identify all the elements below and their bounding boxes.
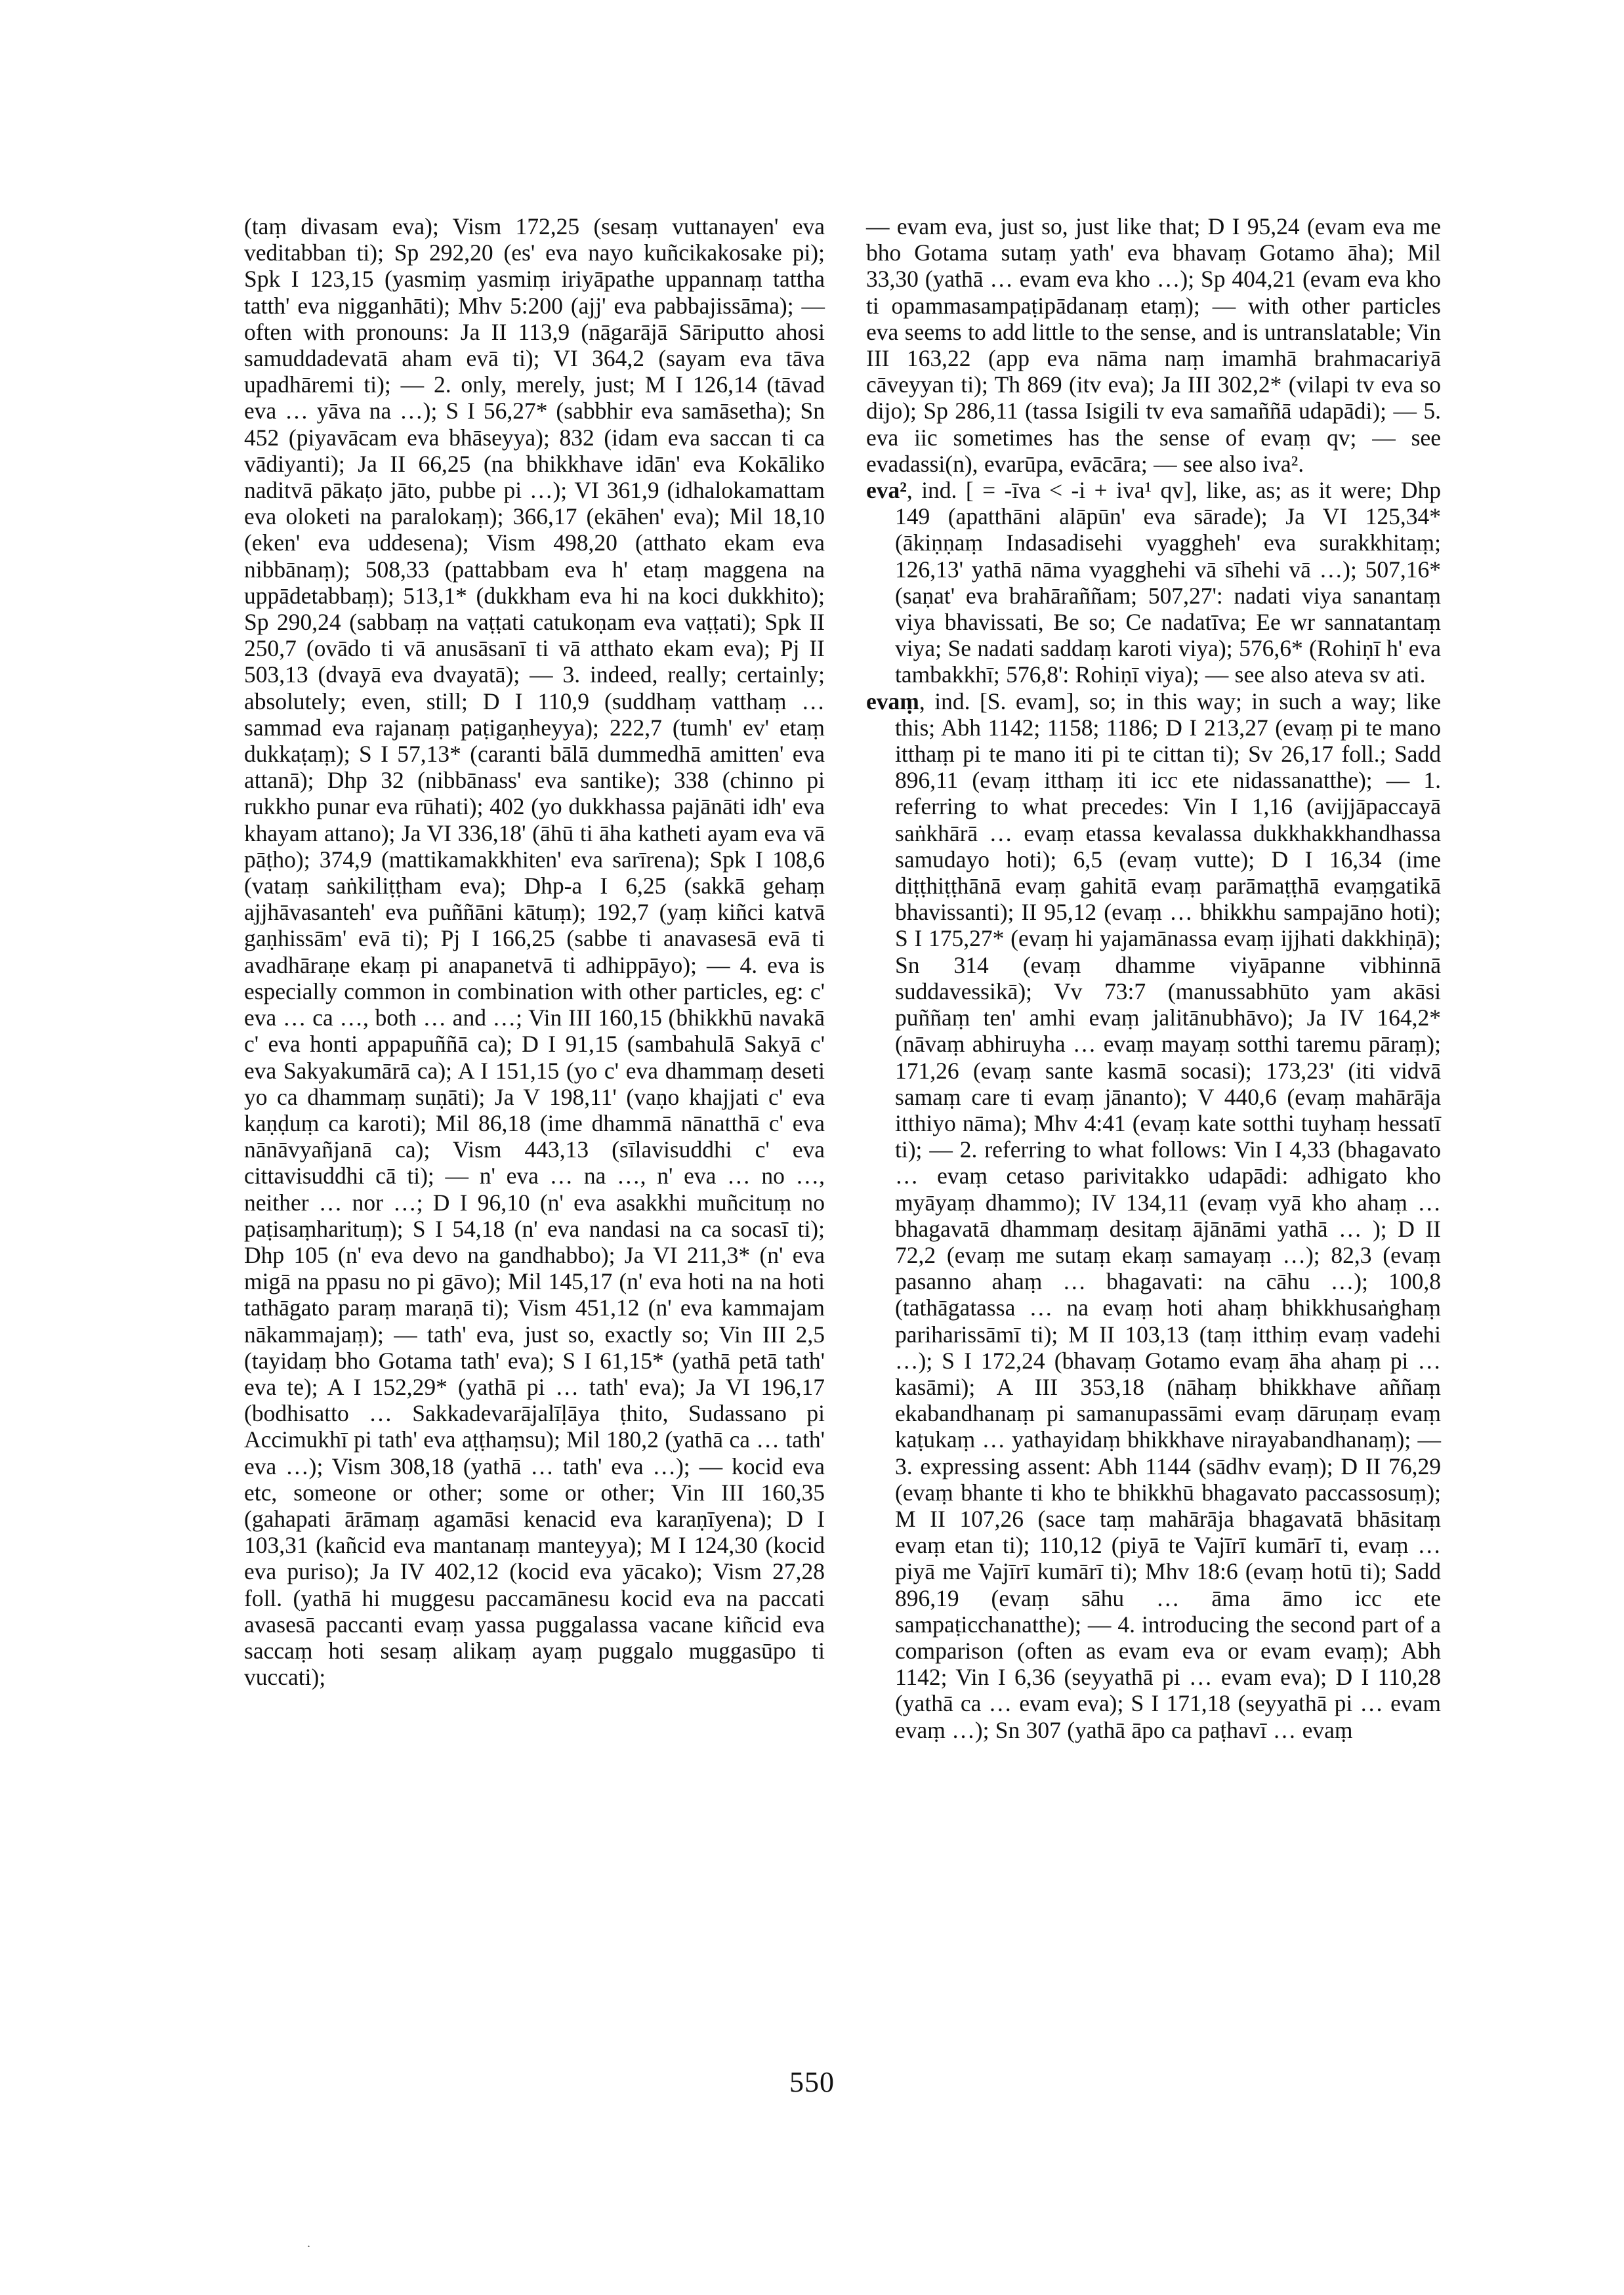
headword-evam: evaṃ <box>866 688 919 714</box>
right-column <box>866 213 1441 1743</box>
scan-speck: . <box>307 2236 310 2250</box>
entry-evam <box>866 688 1441 1743</box>
entry-eva1-continuation-right: — evam eva, just so, just like that; D I 95,24 (evam eva me bho Gotama sutaṃ yath' eva bhavaṃ Gotamo āha); Mil 33,30 (yathā … evam eva kho …); Sp 404,21 (evam eva kho ti opammasampaṭipādanaṃ etaṃ); — with other particles eva seems to add little to the sense, and is untranslatable; Vin III 163,22 (app eva nāma naṃ imamhā brahmacariyā cāveyyan ti); Th 869 (itv eva); Ja III 302,2* (vilapi tv eva so dijo); Sp 286,11 (tassa Isigili tv eva samaññā udapādi); — 5. eva iic sometimes has the sense of evaṃ qv; — see evadassi(n), evarūpa, evācāra; — see also iva². <box>866 213 1441 477</box>
headword-eva2: eva² <box>866 477 907 504</box>
entry-eva2-body: , ind. [ = -īva < -i + iva¹ qv], like, as; as it were; Dhp 149 (apatthāni alāpūn' eva sārade); Ja VI 125,34* (ākiṇṇaṃ Indasadisehi vyaggheh' eva surakkhitaṃ; 126,13' yathā nāma vyagghehi vā sīhehi vā …); 507,16* (saṇat' eva brahāraññam; 507,27': nadati viya sanantaṃ viya bhavissati, Be so; Ce nadatīva; Ee wr sannatantaṃ viya; Se nadati saddaṃ karoti viya); 576,6* (Rohiṇī h' eva tambakkhī; 576,8': Rohiṇī viya); — see also ateva sv ati. <box>895 477 1441 688</box>
page-number: 550 <box>789 2066 835 2098</box>
entry-evam-body: , ind. [S. evam], so; in this way; in such a way; like this; Abh 1142; 1158; 1186; D I 213,27 (evaṃ pi te mano itthaṃ pi te mano iti pi te cittan ti); Sv 26,17 foll.; Sadd 896,11 (evaṃ itthaṃ iti icc ete nidassanatthe); — 1. referring to what precedes: Vin I 1,16 (avijjāpaccayā saṅkhārā … evaṃ etassa kevalassa dukkhakkhandhassa samudayo hoti); 6,5 (evaṃ vutte); D I 16,34 (ime diṭṭhiṭṭhānā evaṃ gahitā evaṃ parāmaṭṭhā evaṃgatikā bhavissanti); II 95,12 (evaṃ … bhikkhu sampajāno hoti); S I 175,27* (evaṃ hi yajamānassa evaṃ ijjhati dakkhiṇā); Sn 314 (evaṃ dhamme viyāpanne vibhinnā suddavessikā); Vv 73:7 (manussabhūto yam akāsi puññaṃ ten' amhi evaṃ jalitānubhāvo); Ja IV 164,2* (nāvaṃ abhiruyha … evaṃ mayaṃ sotthi taremu pāraṃ); 171,26 (evaṃ sante kasmā socasi); 173,23' (iti vidvā samaṃ care ti evaṃ jānanto); V 440,6 (evaṃ mahārāja itthiyo nāma); Mhv 4:41 (evaṃ kate sotthi tuyhaṃ hessatī ti); — 2. referring to what follows: Vin I 4,33 (bhagavato … evaṃ cetaso parivitakko udapādi: adhigato kho myāyaṃ dhammo); IV 134,11 (evaṃ vyā kho ahaṃ … bhagavatā dhammaṃ desitaṃ ājānāmi yathā … ); D II 72,2 (evaṃ me sutaṃ ekaṃ samayaṃ …); 82,3 (evaṃ pasanno ahaṃ … bhagavati: na cāhu …); 100,8 (tathāgatassa … na evaṃ hoti ahaṃ bhikkhusaṅghaṃ pariharissāmī ti); M II 103,13 (taṃ itthiṃ evaṃ vadehi …); S I 172,24 (bhavaṃ Gotamo evaṃ āha ahaṃ pi … kasāmi); A III 353,18 (nāhaṃ bhikkhave aññaṃ ekabandhanaṃ pi samanupassāmi evaṃ dāruṇaṃ evaṃ kaṭukaṃ … yathayidaṃ bhikkhave nirayabandhanaṃ); — 3. expressing assent: Abh 1144 (sādhv evaṃ); D II 76,29 (evaṃ bhante ti kho te bhikkhū bhagavato paccassosuṃ); M II 107,26 (sace taṃ mahārāja bhagavatā bhāsitaṃ evaṃ etan ti); 110,12 (piyā te Vajīrī kumārī ti, evaṃ … piyā me Vajīrī kumārī ti); Mhv 18:6 (evaṃ hotū ti); Sadd 896,19 (evaṃ sāhu … āma āmo icc ete sampaṭicchanatthe); — 4. introducing the second part of a comparison (often as evam eva or evam evaṃ); Abh 1142; Vin I 6,36 (seyyathā pi … evam eva); D I 110,28 (yathā ca … evam eva); S I 171,18 (seyyathā pi … evam evaṃ …); Sn 307 (yathā āpo ca paṭhavī … evaṃ <box>895 688 1441 1743</box>
entry-eva2 <box>866 477 1441 688</box>
left-column <box>244 213 825 1690</box>
entry-eva1-continuation: (taṃ divasam eva); Vism 172,25 (sesaṃ vuttanayen' eva veditabban ti); Sp 292,20 (es' eva nayo kuñcikakosake pi); Spk I 123,15 (yasmiṃ yasmiṃ iriyāpathe uppannaṃ tattha tatth' eva nigganhāti); Mhv 5:200 (ajj' eva pabbajissāma); — often with pronouns: Ja II 113,9 (nāgarājā Sāriputto ahosi samuddadevatā aham evā ti); VI 364,2 (sayam eva tāva upadhāremi ti); — 2. only, merely, just; M I 126,14 (tāvad eva … yāva na …); S I 56,27* (sabbhir eva samāsetha); Sn 452 (piyavācam eva bhāseyya); 832 (idam eva saccan ti ca vādiyanti); Ja II 66,25 (na bhikkhave idān' eva Kokāliko naditvā pākaṭo jāto, pubbe pi …); VI 361,9 (idhalokamattam eva oloketi na paralokaṃ); 366,17 (ekāhen' eva); Mil 18,10 (eken' eva uddesena); Vism 498,20 (atthato ekam eva nibbānaṃ); 508,33 (pattabbam eva h' etaṃ maggena na uppādetabbaṃ); 513,1* (dukkham eva hi na koci dukkhito); Sp 290,24 (sabbaṃ na vaṭṭati catukoṇam eva vaṭṭati); Spk II 250,7 (ovādo ti vā anusāsanī ti vā atthato ekam eva); Pj II 503,13 (dvayā eva dvayatā); — 3. indeed, really; certainly; absolutely; even, still; D I 110,9 (suddhaṃ vatthaṃ … sammad eva rajanaṃ paṭigaṇheyya); 222,7 (tumh' ev' etaṃ dukkaṭaṃ); S I 57,13* (caranti bālā dummedhā amitten' eva attanā); Dhp 32 (nibbānass' eva santike); 338 (chinno pi rukkho punar eva rūhati); 402 (yo dukkhassa pajānāti idh' eva khayam attano); Ja VI 336,18' (āhū ti āha katheti ayam eva vā pāṭho); 374,9 (mattikamakkhiten' eva sarīrena); Spk I 108,6 (vataṃ saṅkiliṭṭham eva); Dhp-a I 6,25 (sakkā gehaṃ ajjhāvasanteh' eva puññāni kātuṃ); 192,7 (yaṃ kiñci katvā gaṇhissām' evā ti); Pj I 166,25 (sabbe ti anavasesā evā ti avadhāraṇe ekaṃ pi anapanetvā ti adhippāyo); — 4. eva is especially common in combination with other particles, eg: c' eva … ca …, both … and …; Vin III 160,15 (bhikkhū navakā c' eva honti appapuññā ca); D I 91,15 (sambahulā Sakyā c' eva Sakyakumārā ca); A I 151,15 (yo c' eva dhammaṃ deseti yo ca dhammaṃ suṇāti); Ja V 198,11' (vaṇo khajjati c' eva kaṇḍuṃ ca karoti); Mil 86,18 (ime dhammā nānatthā c' eva nānāvyañjanā ca); Vism 443,13 (sīlavisuddhi c' eva cittavisuddhi cā ti); — n' eva … na …, n' eva … no …, neither … nor …; D I 96,10 (n' eva asakkhi muñcituṃ no paṭisaṃharituṃ); S I 54,18 (n' eva nandasi na ca socasī ti); Dhp 105 (n' eva devo na gandhabbo); Ja VI 211,3* (n' eva migā na ppasu no pi gāvo); Mil 145,17 (n' eva hoti na na hoti tathāgato paraṃ maraṇā ti); Vism 451,12 (n' eva kammajam nākammajaṃ); — tath' eva, just so, exactly so; Vin III 2,5 (tayidaṃ bho Gotama tath' eva); S I 61,15* (yathā petā tath' eva te); A I 152,29* (yathā pi … tath' eva); Ja VI 196,17 (bodhisatto … Sakkadevarājalīḷāya ṭhito, Sudassano pi Accimukhī pi tath' eva aṭṭhaṃsu); Mil 180,2 (yathā ca … tath' eva …); Vism 308,18 (yathā … tath' eva …); — kocid eva etc, someone or other; some or other; Vin III 160,35 (gahapati ārāmaṃ agamāsi kenacid eva karaṇīyena); D I 103,31 (kañcid eva mantanaṃ manteyya); M I 124,30 (kocid eva puriso); Ja IV 402,12 (kocid eva yācako); Vism 27,28 foll. (yathā hi muggesu paccamānesu kocid eva na paccati avasesā paccanti evaṃ yassa puggalassa vacane kiñcid eva saccaṃ hoti sesaṃ alikaṃ ayaṃ puggalo muggasūpo ti vuccati); <box>244 213 825 1691</box>
